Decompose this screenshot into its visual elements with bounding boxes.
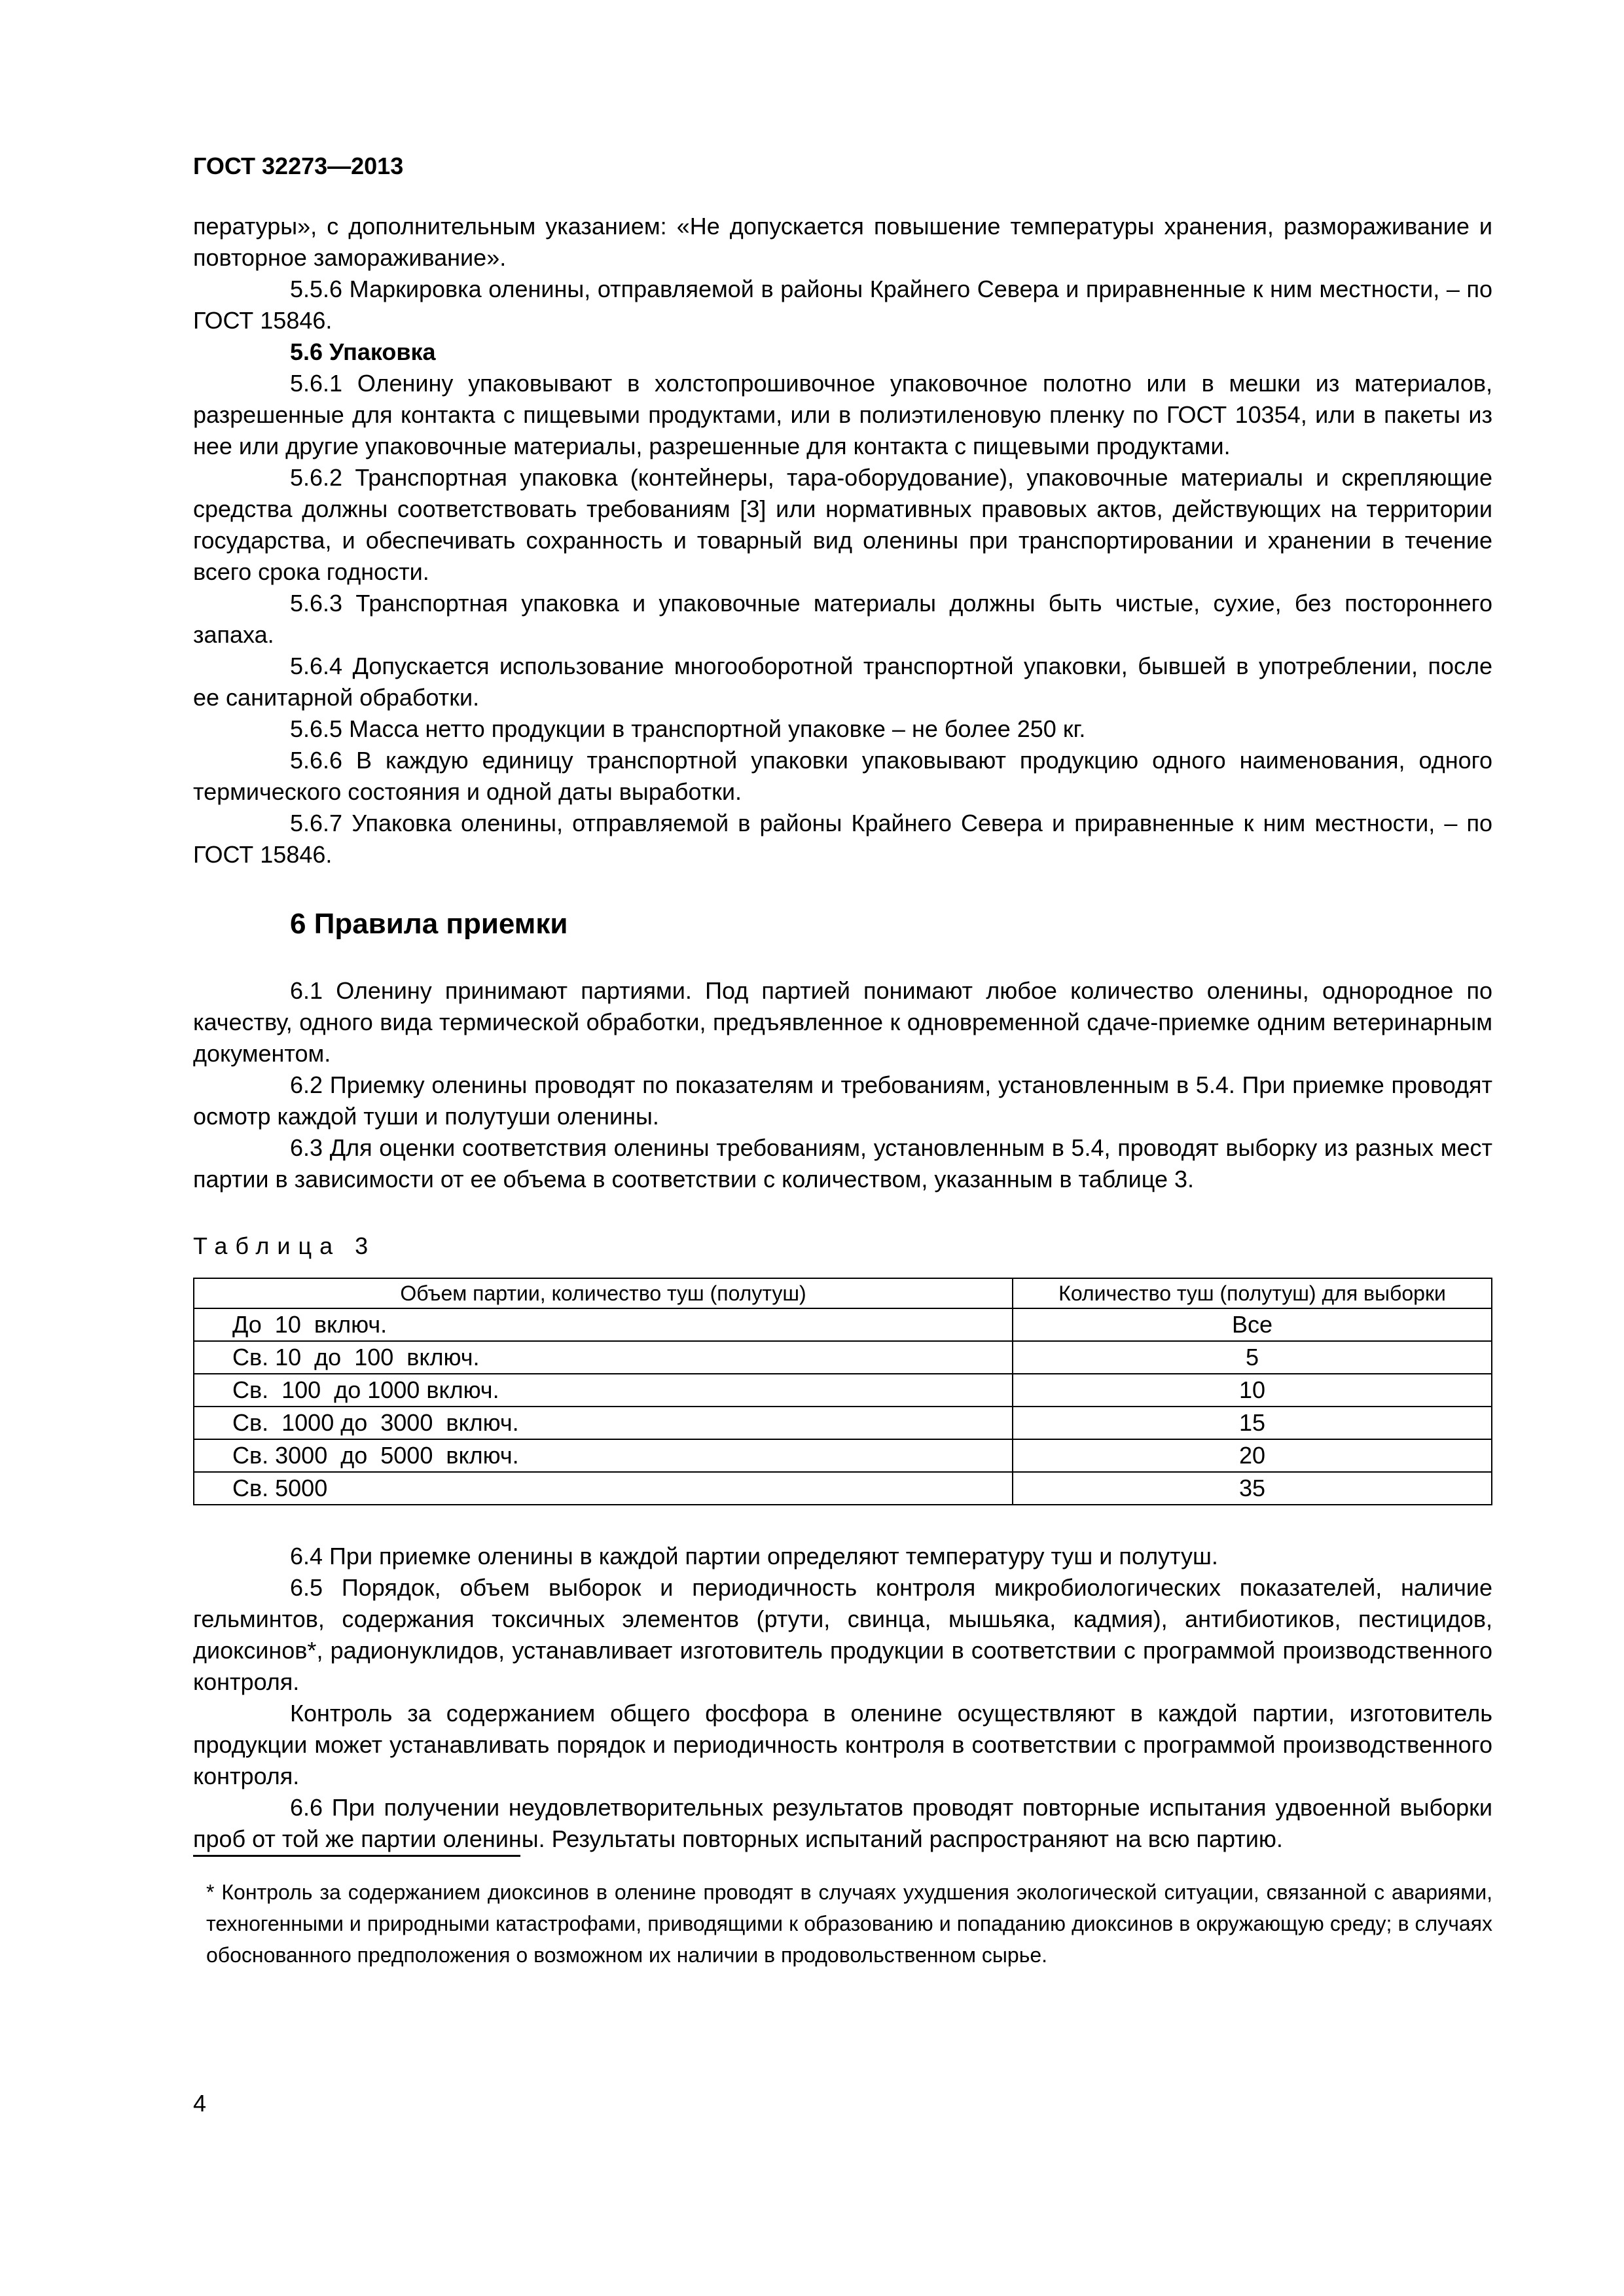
paragraph-5-6-5: 5.6.5 Масса нетто продукции в транспортной упаковке – не более 250 кг. <box>290 715 1086 742</box>
paragraph-6-5: 6.5 Порядок, объем выборок и периодичность контроля микробиологических показателей, наличие гельминтов, содержания токсичных элементов (ртути, свинца, мышьяка, кадмия), антибиотиков, пестицидов, диоксинов*, радионуклидов, устанавливает изготовитель продукции в соответствии с программой производственного контроля. <box>193 1574 1492 1695</box>
table-cell-volume: До 10 включ. <box>194 1308 1013 1341</box>
paragraph-5-6-1: 5.6.1 Оленину упаковывают в холстопрошивочное упаковочное полотно или в мешки из материалов, разрешенные для контакта с пищевыми продуктами, или в полиэтиленовую пленку по ГОСТ 10354, или в пакеты из нее или другие упаковочные материалы, разрешенные для контакта с пищевыми продуктами. <box>193 370 1492 459</box>
table-row <box>194 1308 1492 1341</box>
paragraph-6-3: 6.3 Для оценки соответствия оленины требованиям, установленным в 5.4, проводят выборку из разных мест партии в зависимости от ее объема в соответствии с количеством, указанным в таблице 3. <box>193 1134 1492 1193</box>
paragraph-6-6: 6.6 При получении неудовлетворительных результатов проводят повторные испытания удвоенной выборки проб от той же партии оленины. Результаты повторных испытаний распространяют на всю партию. <box>193 1794 1492 1852</box>
paragraph-5-6-4: 5.6.4 Допускается использование многооборотной транспортной упаковки, бывшей в употреблении, после ее санитарной обработки. <box>193 653 1492 711</box>
table-cell-sample: 10 <box>1013 1374 1492 1407</box>
table-header-row <box>194 1278 1492 1308</box>
footnote-divider <box>193 1855 520 1857</box>
table-caption: Таблица 3 <box>193 1232 376 1259</box>
table-cell-volume: Св. 5000 <box>194 1472 1013 1505</box>
table-cell-sample: 15 <box>1013 1407 1492 1439</box>
paragraph-6-5-phosphorus: Контроль за содержанием общего фосфора в оленине осуществляют в каждой партии, изготовитель продукции может устанавливать порядок и периодичность контроля в соответствии с программой производственного контроля. <box>193 1700 1492 1789</box>
table-cell-volume: Св. 1000 до 3000 включ. <box>194 1407 1013 1439</box>
paragraph-5-6-6: 5.6.6 В каждую единицу транспортной упаковки упаковывают продукцию одного наименования, одного термического состояния и одной даты выработки. <box>193 747 1492 805</box>
paragraph-5-6-3: 5.6.3 Транспортная упаковка и упаковочные материалы должны быть чистые, сухие, без постороннего запаха. <box>193 590 1492 648</box>
table-3 <box>193 1278 1492 1505</box>
subsection-title-5-6: 5.6 Упаковка <box>290 338 436 365</box>
table-cell-volume: Св. 10 до 100 включ. <box>194 1341 1013 1374</box>
paragraph-5-6-7: 5.6.7 Упаковка оленины, отправляемой в районы Крайнего Севера и приравненные к ним местности, – по ГОСТ 15846. <box>193 810 1492 868</box>
table-header-cell: Объем партии, количество туш (полутуш) <box>194 1278 1013 1308</box>
table-cell-sample: 35 <box>1013 1472 1492 1505</box>
table-row <box>194 1407 1492 1439</box>
footnote: * Контроль за содержанием диоксинов в оленине проводят в случаях ухудшения экологической ситуации, связанной с авариями, техногенными и природными катастрофами, приводящими к образованию и попаданию диоксинов в окружающую среду; в случаях обоснованного предположения о возможном их наличии в продовольственном сырье. <box>206 1880 1492 1967</box>
paragraph-5-5-6: 5.5.6 Маркировка оленины, отправляемой в районы Крайнего Севера и приравненные к ним местности, – по ГОСТ 15846. <box>193 276 1492 334</box>
table-cell-sample: 5 <box>1013 1341 1492 1374</box>
paragraph-6-4: 6.4 При приемке оленины в каждой партии определяют температуру туш и полутуш. <box>290 1543 1218 1570</box>
table-row <box>194 1472 1492 1505</box>
document-page <box>193 151 1492 1971</box>
paragraph-5-6-2: 5.6.2 Транспортная упаковка (контейнеры, тара-оборудование), упаковочные материалы и скрепляющие средства должны соответствовать требованиям [3] или нормативных правовых актов, действующих на территории государства, и обеспечивать сохранность и товарный вид оленины при транспортировании и хранении в течение всего срока годности. <box>193 464 1492 585</box>
table-cell-sample: Все <box>1013 1308 1492 1341</box>
table-row <box>194 1374 1492 1407</box>
section-title-6: 6 Правила приемки <box>290 908 568 940</box>
paragraph-6-1: 6.1 Оленину принимают партиями. Под партией понимают любое количество оленины, однородное по качеству, одного вида термической обработки, предъявленное к одновременной сдаче-приемке одним ветеринарным документом. <box>193 977 1492 1067</box>
page-number: 4 <box>193 2090 207 2117</box>
table-row <box>194 1341 1492 1374</box>
paragraph-6-2: 6.2 Приемку оленины проводят по показателям и требованиям, установленным в 5.4. При приемке проводят осмотр каждой туши и полутуши оленины. <box>193 1071 1492 1130</box>
paragraph-continuation: пературы», с дополнительным указанием: «Не допускается повышение температуры хранения, размораживание и повторное замораживание». <box>193 213 1492 271</box>
table-header-cell: Количество туш (полутуш) для выборки <box>1013 1278 1492 1308</box>
table-cell-sample: 20 <box>1013 1439 1492 1472</box>
table-cell-volume: Св. 100 до 1000 включ. <box>194 1374 1013 1407</box>
table-cell-volume: Св. 3000 до 5000 включ. <box>194 1439 1013 1472</box>
document-header: ГОСТ 32273—2013 <box>193 152 404 179</box>
table-row <box>194 1439 1492 1472</box>
